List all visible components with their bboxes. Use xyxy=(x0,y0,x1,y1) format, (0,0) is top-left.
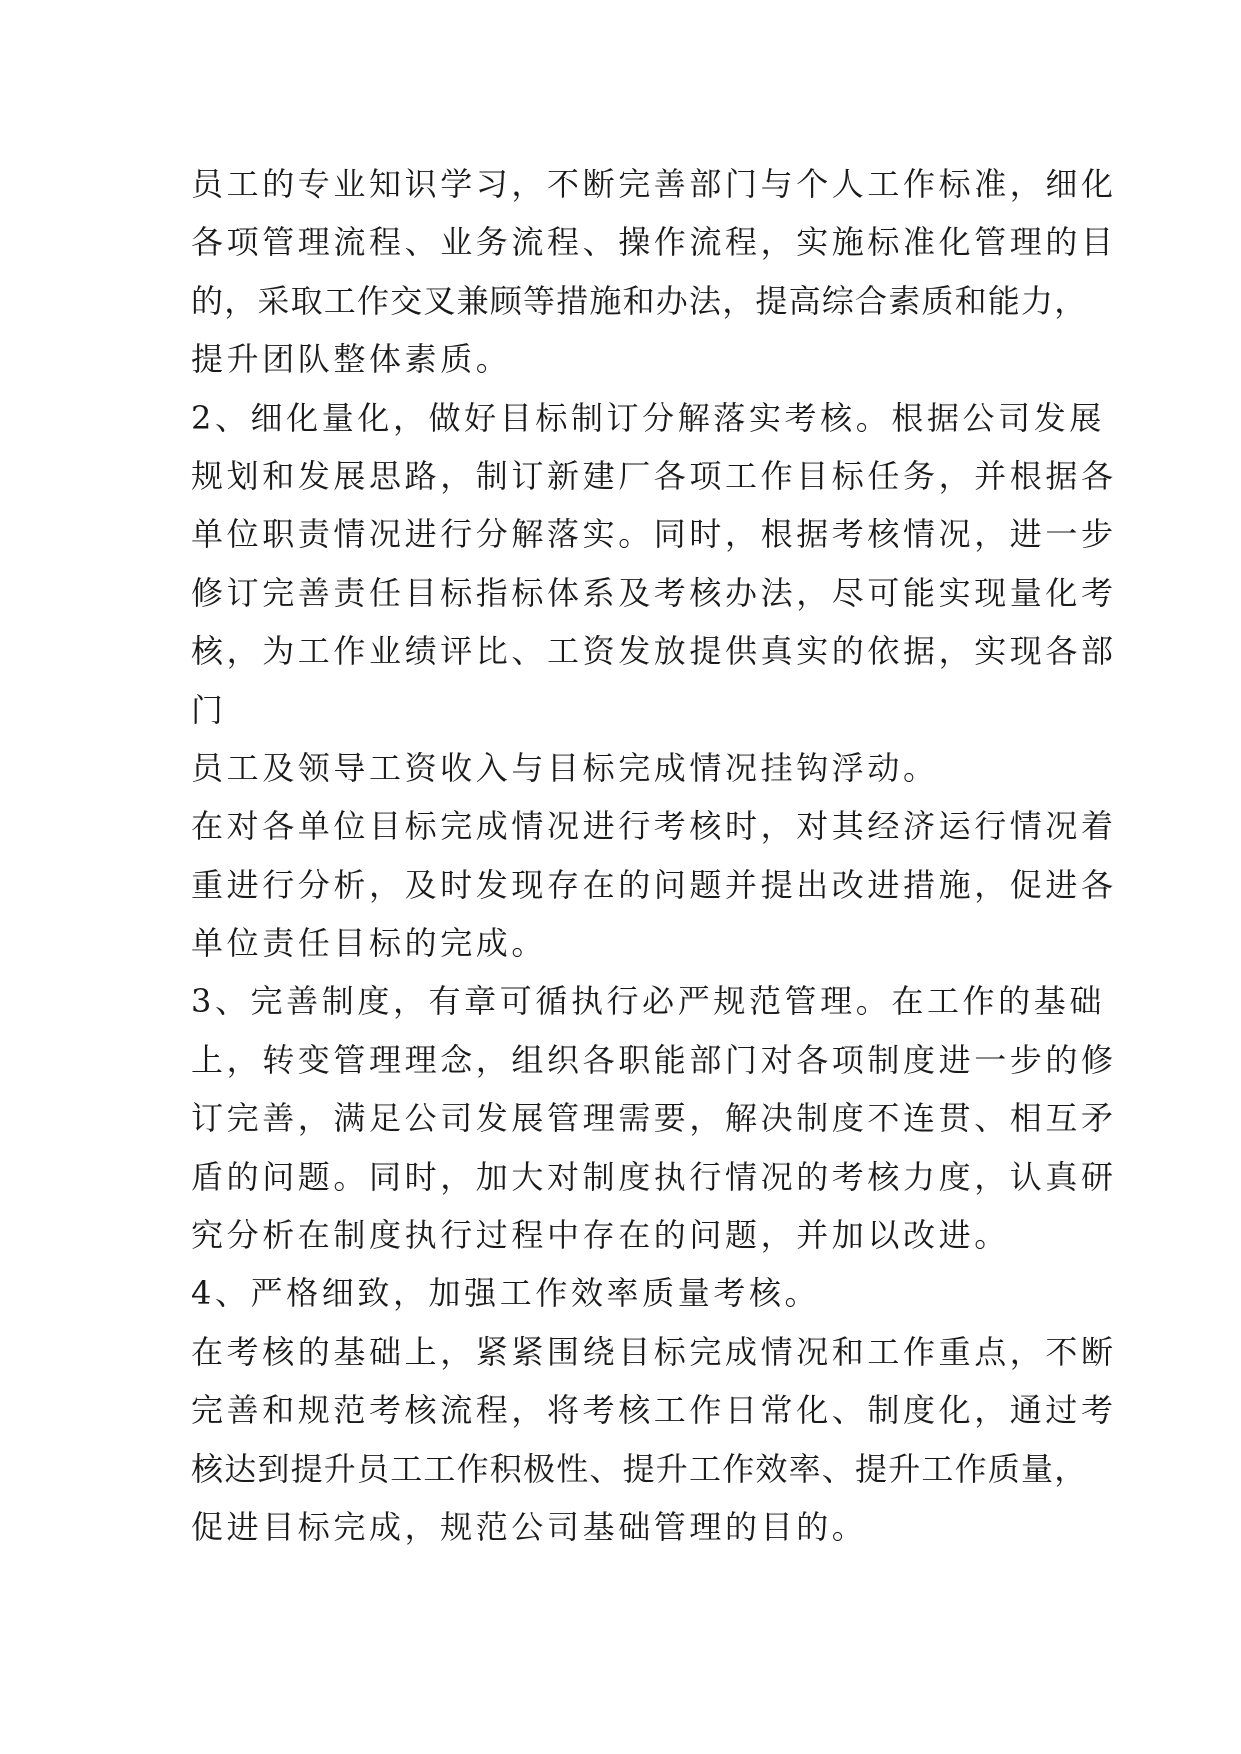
text-line: 员工的专业知识学习，不断完善部门与个人工作标准，细化 xyxy=(191,165,1117,203)
text-line: 4、严格细致，加强工作效率质量考核。 xyxy=(191,1274,821,1313)
text-line: 2、细化量化，做好目标制订分解落实考核。根据公司发展 xyxy=(191,398,1105,437)
text-line: 订完善，满足公司发展管理需要，解决制度不连贯、相互矛 xyxy=(191,1099,1117,1138)
text-line: 修订完善责任目标指标体系及考核办法，尽可能实现量化考 xyxy=(191,573,1117,612)
text-line: 促进目标完成，规范公司基础管理的目的。 xyxy=(191,1507,868,1546)
text-line: 盾的问题。同时，加大对制度执行情况的考核力度，认真研 xyxy=(191,1157,1117,1196)
body-text xyxy=(191,155,1117,1556)
text-line: 完善和规范考核流程，将考核工作日常化、制度化，通过考 xyxy=(191,1391,1117,1430)
text-line: 提升团队整体素质。 xyxy=(191,340,512,379)
text-line: 单位职责情况进行分解落实。同时，根据考核情况，进一步 xyxy=(191,515,1117,554)
text-line: 在对各单位目标完成情况进行考核时，对其经济运行情况着 xyxy=(191,807,1117,846)
text-line: 核达到提升员工工作积极性、提升工作效率、提升工作质量， xyxy=(191,1449,1088,1488)
text-line: 规划和发展思路，制订新建厂各项工作目标任务，并根据各 xyxy=(191,456,1117,495)
text-line: 究分析在制度执行过程中存在的问题，并加以改进。 xyxy=(191,1216,1010,1255)
text-line: 在考核的基础上，紧紧围绕目标完成情况和工作重点，不断 xyxy=(191,1332,1117,1371)
text-line: 上，转变管理理念，组织各职能部门对各项制度进一步的修 xyxy=(191,1040,1117,1079)
text-line: 单位责任目标的完成。 xyxy=(191,924,548,963)
text-line: 核，为工作业绩评比、工资发放提供真实的依据，实现各部 xyxy=(191,632,1117,671)
text-line: 的，采取工作交叉兼顾等措施和办法，提高综合素质和能力， xyxy=(191,281,1088,320)
text-line: 各项管理流程、业务流程、操作流程，实施标准化管理的目 xyxy=(191,223,1117,262)
text-line: 3、完善制度，有章可循执行必严规范管理。在工作的基础 xyxy=(191,982,1105,1021)
text-line: 门 xyxy=(191,690,227,729)
text-line: 员工及领导工资收入与目标完成情况挂钩浮动。 xyxy=(191,748,939,787)
text-line: 重进行分析，及时发现存在的问题并提出改进措施，促进各 xyxy=(191,865,1117,904)
